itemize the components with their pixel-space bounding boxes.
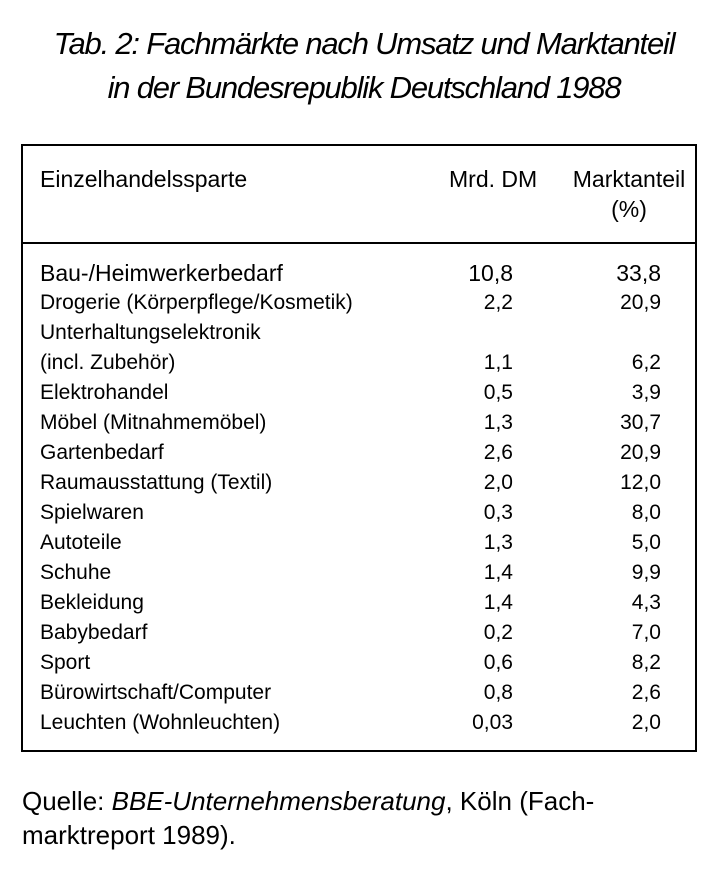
source-note xyxy=(22,784,712,852)
table-row xyxy=(23,528,695,558)
data-table xyxy=(21,144,697,752)
row-name: Schuhe xyxy=(40,561,112,584)
row-mrd: 2,0 xyxy=(483,471,513,494)
row-anteil: 6,2 xyxy=(631,351,661,374)
table-row xyxy=(23,438,695,468)
row-mrd: 1,3 xyxy=(483,531,513,554)
table-row xyxy=(23,288,695,318)
source-line-2: marktreport 1989). xyxy=(22,820,236,850)
row-anteil: 2,0 xyxy=(631,711,661,734)
row-name: Gartenbedarf xyxy=(40,441,164,464)
row-name: Spielwaren xyxy=(40,501,144,524)
table-row xyxy=(23,468,695,498)
table-row xyxy=(23,378,695,408)
table-row xyxy=(23,618,695,648)
row-mrd: 0,2 xyxy=(483,621,513,644)
row-name: Bürowirtschaft/Computer xyxy=(40,681,272,704)
title-line-2: in der Bundesrepublik Deutschland 1988 xyxy=(107,70,621,105)
row-anteil: 4,3 xyxy=(631,591,661,614)
row-anteil: 33,8 xyxy=(616,260,661,286)
column-header-mrd-dm: Mrd. DM xyxy=(449,166,538,192)
table-row xyxy=(23,318,695,348)
table-row xyxy=(23,708,695,738)
table-row xyxy=(23,408,695,438)
row-name: Sport xyxy=(40,651,91,674)
row-name: Leuchten (Wohnleuchten) xyxy=(40,711,281,734)
row-name: Raumausstattung (Textil) xyxy=(40,471,273,494)
row-mrd: 10,8 xyxy=(468,260,513,286)
row-mrd: 1,4 xyxy=(483,591,513,614)
row-name: Unterhaltungselektronik xyxy=(40,321,261,344)
document-title xyxy=(0,22,728,110)
row-mrd: 2,6 xyxy=(483,441,513,464)
row-name: Elektrohandel xyxy=(40,381,169,404)
table-row xyxy=(23,258,695,288)
source-organization: BBE-Unternehmensberatung xyxy=(111,786,446,816)
row-anteil: 9,9 xyxy=(631,561,661,584)
row-name: (incl. Zubehör) xyxy=(40,351,176,374)
table-row xyxy=(23,558,695,588)
row-name: Autoteile xyxy=(40,531,122,554)
row-anteil: 8,2 xyxy=(631,651,661,674)
column-header-marktanteil-unit: (%) xyxy=(611,196,647,222)
row-anteil: 5,0 xyxy=(631,531,661,554)
row-anteil: 3,9 xyxy=(631,381,661,404)
row-mrd: 0,3 xyxy=(483,501,513,524)
header-divider xyxy=(23,242,695,244)
table-row xyxy=(23,348,695,378)
title-line-1: Tab. 2: Fachmärkte nach Umsatz und Marktanteil xyxy=(53,26,675,61)
row-mrd: 0,5 xyxy=(483,381,513,404)
row-mrd: 1,3 xyxy=(483,411,513,434)
row-name: Bau-/Heimwerkerbedarf xyxy=(40,260,283,286)
table-row xyxy=(23,498,695,528)
row-mrd: 2,2 xyxy=(483,291,513,314)
row-anteil: 2,6 xyxy=(631,681,661,704)
source-prefix: Quelle: xyxy=(22,786,112,816)
row-anteil: 12,0 xyxy=(620,471,661,494)
row-name: Bekleidung xyxy=(40,591,144,614)
row-anteil: 20,9 xyxy=(620,441,661,464)
table-row xyxy=(23,588,695,618)
row-name: Möbel (Mitnahmemöbel) xyxy=(40,411,267,434)
column-header-marktanteil xyxy=(569,164,689,224)
row-name: Drogerie (Körperpflege/Kosmetik) xyxy=(40,291,353,314)
row-anteil: 20,9 xyxy=(620,291,661,314)
row-name: Babybedarf xyxy=(40,621,148,644)
source-suffix: , Köln (Fach- xyxy=(445,786,595,816)
row-anteil: 8,0 xyxy=(631,501,661,524)
column-header-sparte: Einzelhandelssparte xyxy=(40,166,248,192)
table-body xyxy=(23,258,695,738)
row-mrd: 1,1 xyxy=(483,351,513,374)
table-row xyxy=(23,678,695,708)
row-mrd: 0,03 xyxy=(472,711,513,734)
row-mrd: 1,4 xyxy=(483,561,513,584)
row-mrd: 0,8 xyxy=(483,681,513,704)
column-header-marktanteil-label: Marktanteil xyxy=(572,166,686,192)
row-anteil: 7,0 xyxy=(631,621,661,644)
row-anteil: 30,7 xyxy=(620,411,661,434)
table-row xyxy=(23,648,695,678)
row-mrd: 0,6 xyxy=(483,651,513,674)
